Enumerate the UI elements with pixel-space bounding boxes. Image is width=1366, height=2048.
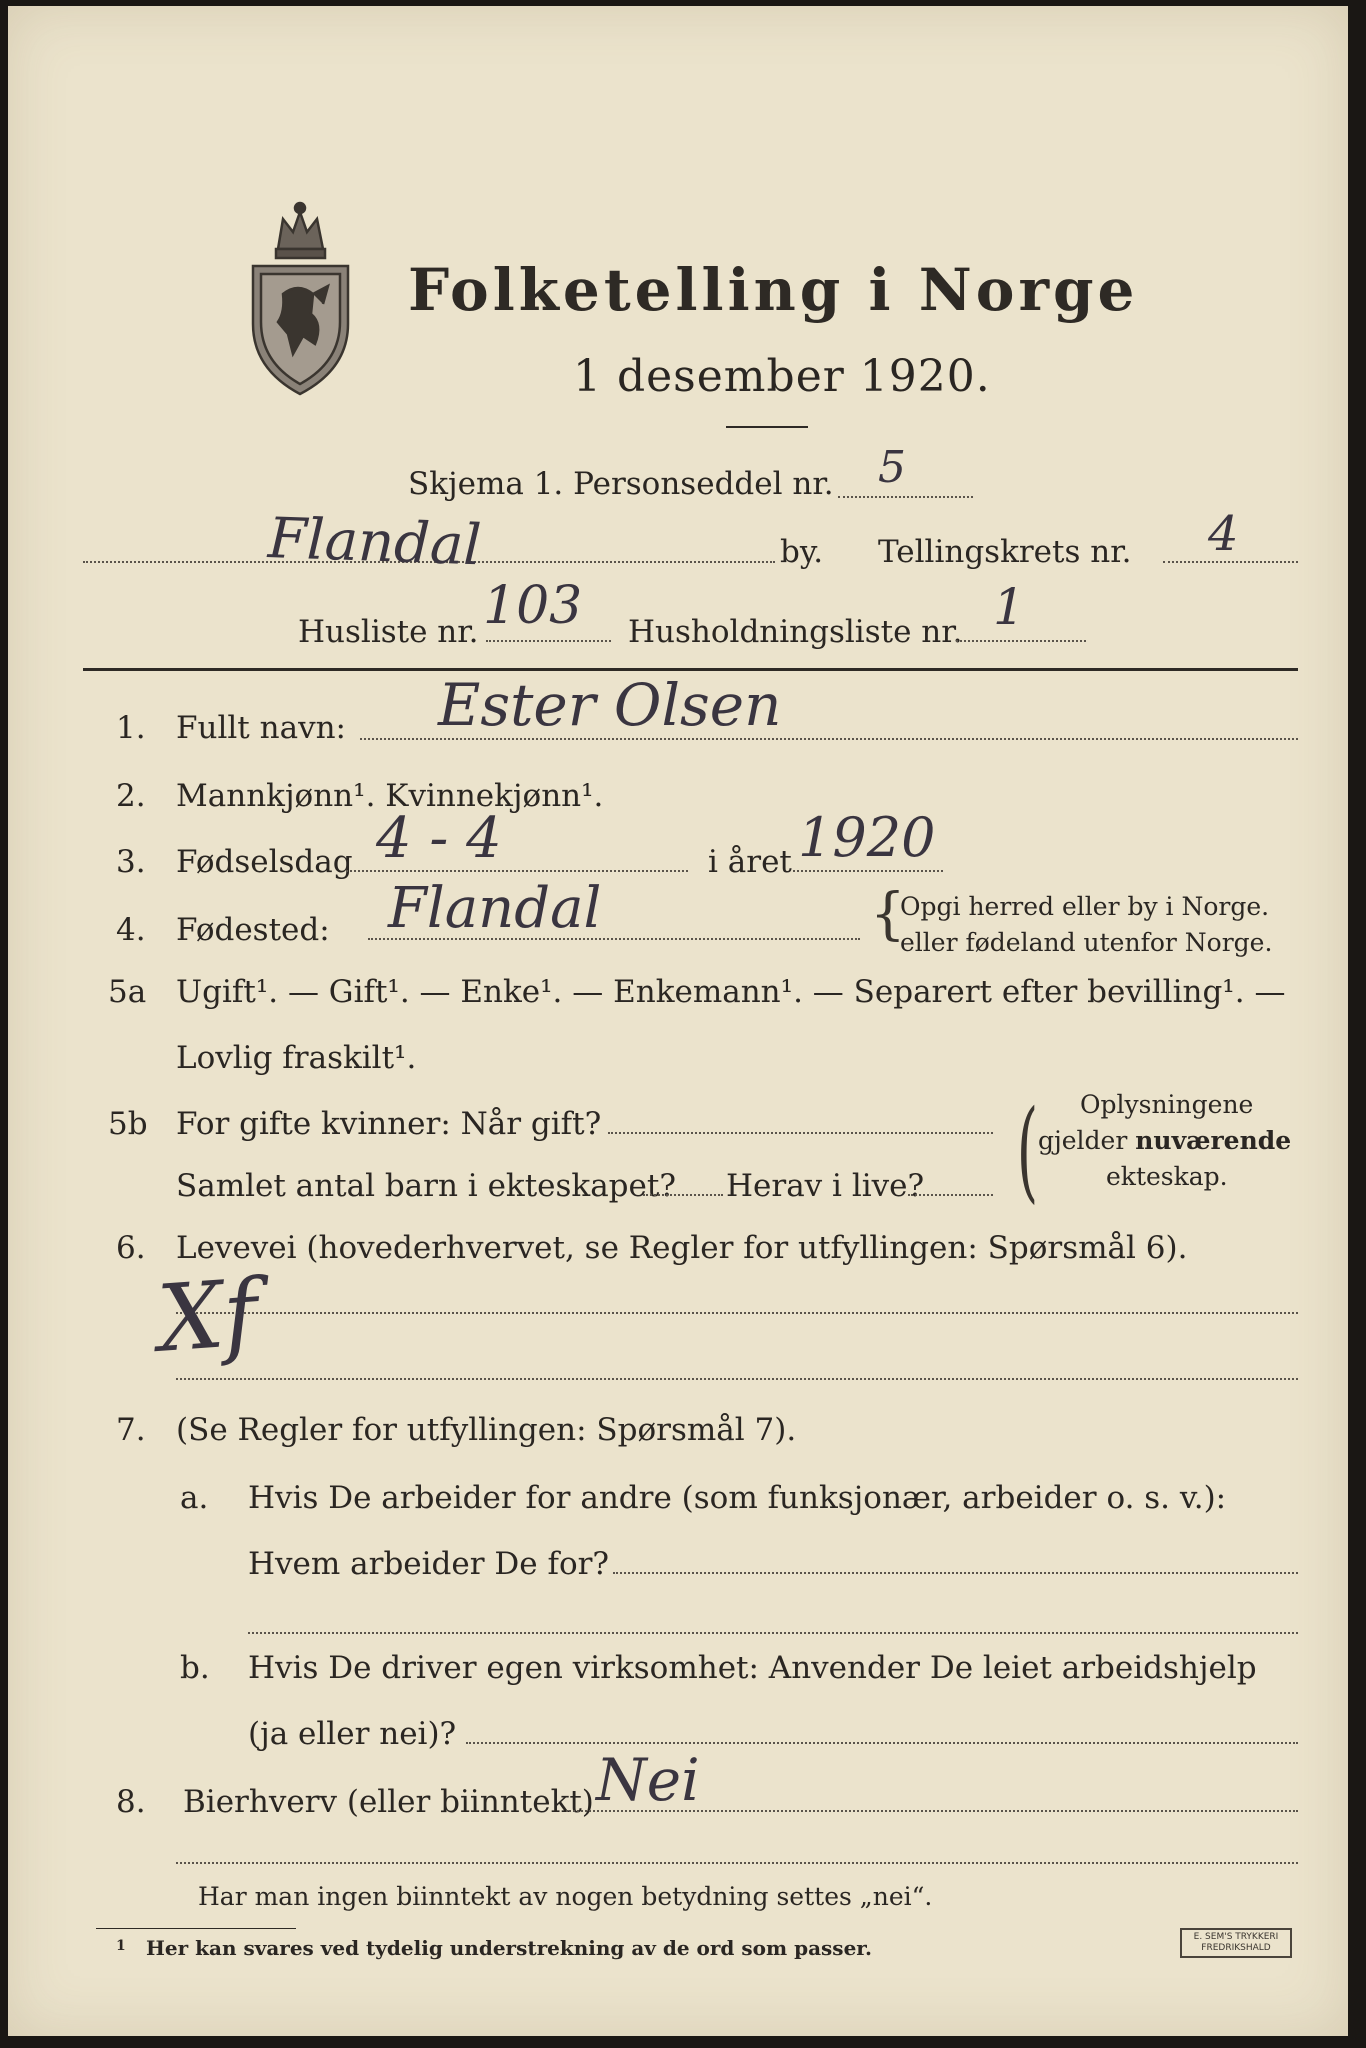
q8-note: Har man ingen biinntekt av nogen betydning settes „nei“.	[198, 1882, 933, 1911]
schema-label: Skjema 1. Personseddel nr.	[408, 466, 834, 502]
q7b-letter: b.	[180, 1650, 210, 1686]
husholdning-label: Husholdningsliste nr.	[628, 614, 963, 650]
q7a-label: Hvis De arbeider for andre (som funksjonær, arbeider o. s. v.):	[248, 1480, 1227, 1516]
q7-number: 7.	[116, 1412, 146, 1448]
q1-number: 1.	[116, 710, 146, 746]
occupation-field-line1[interactable]	[176, 1312, 1298, 1314]
printer-name: E. SEM'S TRYKKERI	[1193, 1932, 1279, 1942]
form-title: Folketelling i Norge	[408, 256, 1139, 324]
q7a-employer-label: Hvem arbeider De for?	[248, 1546, 610, 1582]
q4-number: 4.	[116, 912, 146, 948]
q8-label: Bierhverv (eller biinntekt)	[183, 1784, 594, 1820]
q2-number: 2.	[116, 778, 146, 814]
q3-year-label: i året	[708, 844, 792, 880]
norway-coat-of-arms-icon	[243, 194, 358, 399]
schema-number-field[interactable]	[838, 496, 973, 498]
birthday-value: 4 - 4	[376, 806, 502, 871]
q5b-number: 5b	[108, 1106, 148, 1142]
side-income-field-line2[interactable]	[176, 1862, 1298, 1864]
q3-number: 3.	[116, 844, 146, 880]
q6-label: Levevei (hovederhvervet, se Regler for utfyllingen: Spørsmål 6).	[176, 1230, 1188, 1266]
birth-year-field[interactable]	[793, 870, 943, 872]
occupation-value: Xf	[154, 1259, 262, 1373]
title-divider	[726, 426, 808, 428]
by-label: by.	[780, 534, 824, 570]
printer-stamp	[1180, 1928, 1292, 1958]
footnote-marker: 1	[116, 1938, 126, 1954]
husliste-field[interactable]	[486, 640, 611, 642]
husholdning-value: 1	[993, 578, 1025, 636]
q5b-children-label: Samlet antal barn i ekteskapet?	[176, 1168, 676, 1204]
husliste-label: Husliste nr.	[298, 614, 479, 650]
krets-label: Tellingskrets nr.	[878, 534, 1132, 570]
q5b-alive-label: Herav i live?	[726, 1168, 925, 1204]
children-alive-field[interactable]	[908, 1194, 993, 1196]
q1-label: Fullt navn:	[176, 710, 346, 746]
side-income-value: Nei	[596, 1746, 700, 1814]
census-date: 1 desember 1920.	[573, 351, 991, 402]
occupation-field-line2[interactable]	[176, 1378, 1298, 1380]
q5a-marital-options-cont[interactable]: Lovlig fraskilt¹.	[176, 1040, 417, 1076]
printer-city: FREDRIKSHALD	[1201, 1943, 1271, 1953]
birth-year-value: 1920	[798, 806, 936, 869]
q4-label: Fødested:	[176, 912, 330, 948]
children-count-field[interactable]	[643, 1194, 723, 1196]
q4-note-line1: Opgi herred eller by i Norge.	[900, 892, 1270, 921]
q5b-note-line3: ekteskap.	[1106, 1162, 1228, 1191]
q7b-label: Hvis De driver egen virksomhet: Anvender De leiet arbeidshjelp	[248, 1650, 1257, 1686]
footnote-text: Her kan svares ved tydelig understrekning av de ord som passer.	[146, 1936, 872, 1960]
q5b-note-line1: Oplysningene	[1080, 1090, 1254, 1119]
q2-gender-options[interactable]: Mannkjønn¹. Kvinnekjønn¹.	[176, 778, 604, 814]
hired-help-field[interactable]	[466, 1742, 1298, 1744]
q6-number: 6.	[116, 1230, 146, 1266]
footnote-rule	[96, 1928, 296, 1929]
schema-number-value: 5	[878, 442, 906, 493]
q5b-note-line2: gjelder nuværende	[1038, 1126, 1292, 1155]
q4-note-line2: eller fødeland utenfor Norge.	[900, 928, 1273, 957]
krets-value: 4	[1208, 506, 1239, 562]
employer-field-line1[interactable]	[613, 1572, 1298, 1574]
census-form-page	[8, 6, 1348, 2036]
q4-brace: {	[870, 882, 906, 947]
married-date-field[interactable]	[608, 1132, 993, 1134]
q5a-marital-options[interactable]: Ugift¹. — Gift¹. — Enke¹. — Enkemann¹. — Separert efter bevilling¹. —	[176, 974, 1286, 1010]
full-name-value: Ester Olsen	[438, 671, 782, 739]
birthplace-value: Flandal	[388, 876, 602, 941]
q5b-label: For gifte kvinner: Når gift?	[176, 1106, 602, 1142]
employer-field-line2[interactable]	[248, 1632, 1298, 1634]
q3-label: Fødselsdag	[176, 844, 353, 880]
husliste-value: 103	[483, 576, 583, 636]
q7a-letter: a.	[180, 1480, 209, 1516]
q7b-yes-no-label: (ja eller nei)?	[248, 1716, 457, 1752]
q7-label: (Se Regler for utfyllingen: Spørsmål 7).	[176, 1412, 797, 1448]
city-value: Flandal	[266, 506, 483, 579]
husholdning-field[interactable]	[956, 640, 1086, 642]
q8-number: 8.	[116, 1784, 146, 1820]
q5b-brace: (	[1016, 1086, 1039, 1214]
q5a-number: 5a	[108, 974, 147, 1010]
